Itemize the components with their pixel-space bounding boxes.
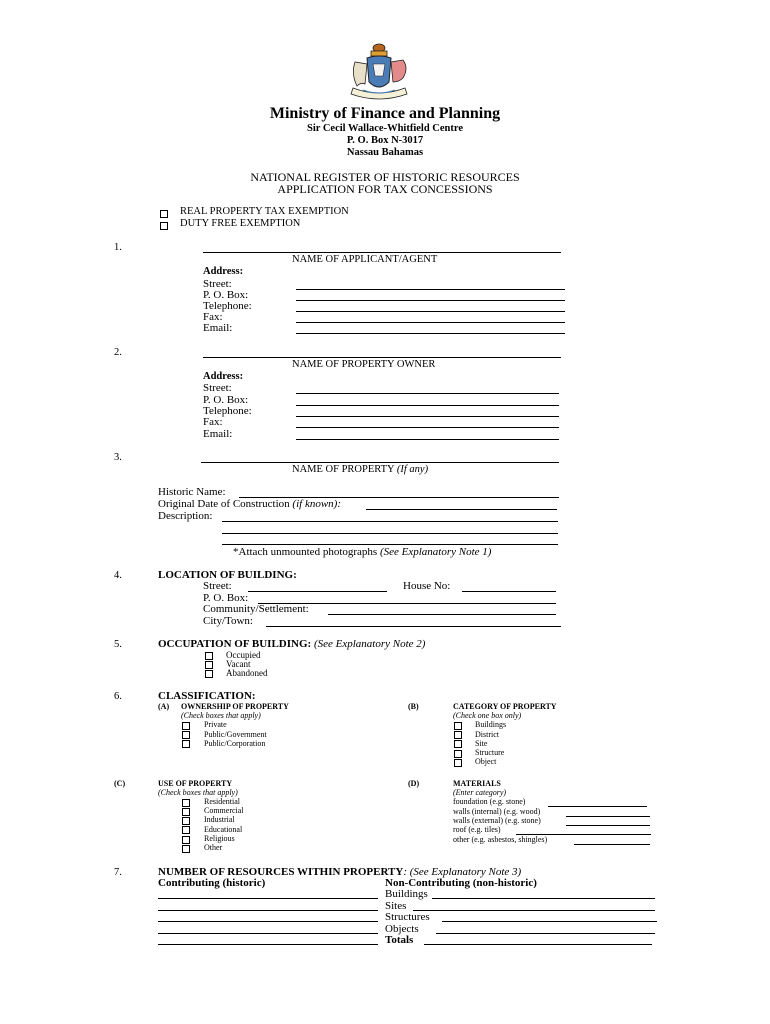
walls-external-field[interactable]	[566, 825, 650, 826]
ministry-address-line-1: Sir Cecil Wallace-Whitfield Centre	[306, 123, 464, 134]
resources-heading-text: NUMBER OF RESOURCES WITHIN PROPERTY	[158, 866, 404, 878]
occupation-heading	[158, 638, 425, 650]
industrial-label: Industrial	[204, 815, 235, 824]
commercial-label: Commercial	[204, 806, 244, 815]
educational-label: Educational	[204, 825, 243, 834]
district-label: District	[475, 730, 499, 739]
description-field-line-3[interactable]	[222, 544, 558, 545]
location-street-field[interactable]	[248, 591, 387, 592]
private-checkbox[interactable]	[182, 722, 190, 730]
non-contributing-sites-label: Sites	[385, 900, 407, 912]
category-note: (Check one box only)	[453, 711, 522, 720]
contributing-sites-field[interactable]	[158, 910, 378, 911]
owner-telephone-field[interactable]	[296, 416, 559, 417]
contributing-totals-field[interactable]	[158, 944, 378, 945]
ministry-title: Ministry of Finance and Planning	[269, 105, 501, 122]
applicant-email-label: Email:	[203, 322, 233, 334]
walls-internal-field[interactable]	[566, 816, 650, 817]
commercial-checkbox[interactable]	[182, 808, 190, 816]
owner-street-label: Street:	[203, 382, 232, 394]
property-name-heading-note: (If any)	[396, 464, 429, 475]
ministry-address-line-3: Nassau Bahamas	[346, 147, 424, 158]
educational-checkbox[interactable]	[182, 826, 190, 834]
section-6-number: 6.	[114, 691, 122, 702]
contributing-buildings-field[interactable]	[158, 898, 378, 899]
occupation-heading-note: (See Explanatory Note 2)	[313, 638, 426, 650]
applicant-fax-field[interactable]	[296, 322, 565, 323]
structure-label: Structure	[475, 748, 505, 757]
occupation-heading-text: OCCUPATION OF BUILDING:	[158, 638, 312, 650]
owner-heading: NAME OF PROPERTY OWNER	[292, 359, 436, 370]
description-field-line-2[interactable]	[222, 533, 558, 534]
materials-title: MATERIALS	[453, 779, 501, 788]
location-pobox-label: P. O. Box:	[203, 592, 249, 604]
foundation-label: foundation (e.g. stone)	[453, 797, 526, 806]
applicant-pobox-field[interactable]	[296, 300, 565, 301]
district-checkbox[interactable]	[454, 731, 462, 739]
private-label: Private	[204, 720, 227, 729]
duty-free-exemption-checkbox[interactable]	[160, 222, 168, 230]
community-field[interactable]	[328, 614, 556, 615]
use-note: (Check boxes that apply)	[158, 788, 238, 797]
public-corporation-label: Public/Corporation	[204, 739, 266, 748]
religious-checkbox[interactable]	[182, 836, 190, 844]
owner-email-label: Email:	[203, 428, 233, 440]
other-material-label: other (e.g. asbestos, shingles)	[453, 835, 548, 844]
non-contributing-structures-label: Structures	[385, 911, 430, 923]
ministry-address-line-2: P. O. Box N-3017	[346, 135, 424, 146]
construction-date-label-note: (if known):	[292, 498, 341, 510]
form-title-line-1: NATIONAL REGISTER OF HISTORIC RESOURCES	[250, 170, 520, 184]
attach-photographs-text: *Attach unmounted photographs	[233, 546, 378, 558]
owner-fax-field[interactable]	[296, 427, 559, 428]
use-title: USE OF PROPERTY	[158, 779, 233, 788]
attach-photographs-ref: (See Explanatory Note 1)	[379, 546, 492, 558]
duty-free-exemption-label: DUTY FREE EXEMPTION	[180, 218, 301, 229]
community-label: Community/Settlement:	[203, 603, 309, 615]
vacant-label: Vacant	[226, 659, 251, 669]
applicant-telephone-label: Telephone:	[203, 300, 252, 312]
public-corporation-checkbox[interactable]	[182, 740, 190, 748]
applicant-street-label: Street:	[203, 278, 232, 290]
non-contributing-totals-field[interactable]	[424, 944, 652, 945]
applicant-email-field[interactable]	[296, 333, 565, 334]
property-name-field[interactable]	[201, 462, 559, 463]
applicant-address-label: Address:	[203, 266, 244, 277]
section-3-number: 3.	[114, 452, 122, 463]
house-no-field[interactable]	[462, 591, 556, 592]
applicant-street-field[interactable]	[296, 289, 565, 290]
contributing-structures-field[interactable]	[158, 921, 378, 922]
location-street-label: Street:	[203, 580, 232, 592]
ownership-title: OWNERSHIP OF PROPERTY	[181, 702, 289, 711]
materials-label: (D)	[408, 779, 420, 788]
buildings-label: Buildings	[475, 720, 507, 729]
religious-label: Religious	[204, 834, 235, 843]
roof-label: roof (e.g. tiles)	[453, 825, 501, 834]
non-contributing-heading: Non-Contributing (non-historic)	[385, 877, 537, 889]
city-town-label: City/Town:	[203, 615, 253, 627]
owner-address-label: Address:	[203, 371, 244, 382]
owner-pobox-field[interactable]	[296, 405, 559, 406]
location-heading: LOCATION OF BUILDING:	[158, 569, 297, 581]
other-use-label: Other	[204, 843, 223, 852]
non-contributing-buildings-label: Buildings	[385, 888, 428, 900]
category-label: (B)	[408, 702, 419, 711]
foundation-field[interactable]	[548, 806, 647, 807]
section-2-number: 2.	[114, 347, 122, 358]
real-property-tax-exemption-checkbox[interactable]	[160, 210, 168, 218]
owner-fax-label: Fax:	[203, 416, 223, 428]
walls-external-label: walls (external) (e.g. stone)	[453, 816, 541, 825]
abandoned-checkbox[interactable]	[205, 670, 213, 678]
classification-heading: CLASSIFICATION:	[158, 690, 256, 702]
residential-checkbox[interactable]	[182, 799, 190, 807]
owner-street-field[interactable]	[296, 393, 559, 394]
construction-date-field[interactable]	[366, 509, 557, 510]
non-contributing-objects-label: Objects	[385, 923, 419, 935]
occupied-checkbox[interactable]	[205, 652, 213, 660]
buildings-checkbox[interactable]	[454, 722, 462, 730]
industrial-checkbox[interactable]	[182, 817, 190, 825]
section-5-number: 5.	[114, 639, 122, 650]
owner-email-field[interactable]	[296, 439, 559, 440]
non-contributing-objects-field[interactable]	[436, 933, 655, 934]
owner-telephone-label: Telephone:	[203, 405, 252, 417]
walls-internal-label: walls (internal) (e.g. wood)	[453, 807, 541, 816]
owner-name-field[interactable]	[203, 357, 561, 358]
attach-photographs-note	[233, 546, 491, 558]
vacant-checkbox[interactable]	[205, 661, 213, 669]
form-title-line-2: APPLICATION FOR TAX CONCESSIONS	[277, 182, 493, 196]
ownership-note: (Check boxes that apply)	[181, 711, 261, 720]
non-contributing-totals-label: Totals	[385, 934, 414, 946]
historic-name-label: Historic Name:	[158, 486, 226, 498]
category-title: CATEGORY OF PROPERTY	[453, 702, 557, 711]
ownership-label: (A)	[158, 702, 170, 711]
applicant-name-field[interactable]	[203, 252, 561, 253]
coat-of-arms-emblem	[343, 42, 415, 106]
construction-date-label	[158, 498, 341, 510]
abandoned-label: Abandoned	[226, 668, 268, 678]
other-use-checkbox[interactable]	[182, 845, 190, 853]
structure-checkbox[interactable]	[454, 750, 462, 758]
contributing-heading: Contributing (historic)	[158, 877, 266, 889]
residential-label: Residential	[204, 797, 240, 806]
site-checkbox[interactable]	[454, 740, 462, 748]
site-label: Site	[475, 739, 488, 748]
non-contributing-structures-field[interactable]	[442, 921, 657, 922]
section-4-number: 4.	[114, 570, 122, 581]
house-no-label: House No:	[403, 580, 451, 592]
applicant-telephone-field[interactable]	[296, 311, 565, 312]
public-government-checkbox[interactable]	[182, 731, 190, 739]
resources-heading-note: : (See Explanatory Note 3)	[403, 866, 522, 878]
description-field-line-1[interactable]	[222, 521, 558, 522]
applicant-pobox-label: P. O. Box:	[203, 289, 249, 301]
materials-note: (Enter category)	[453, 788, 507, 797]
property-name-heading-text: NAME OF PROPERTY	[292, 464, 395, 475]
occupied-label: Occupied	[226, 650, 261, 660]
contributing-objects-field[interactable]	[158, 933, 378, 934]
use-label: (C)	[114, 779, 126, 788]
non-contributing-sites-field[interactable]	[413, 910, 655, 911]
property-name-heading	[292, 464, 428, 475]
non-contributing-buildings-field[interactable]	[432, 898, 655, 899]
applicant-fax-label: Fax:	[203, 311, 223, 323]
construction-date-label-text: Original Date of Construction	[158, 498, 290, 510]
section-1-number: 1.	[114, 242, 122, 253]
city-town-field[interactable]	[266, 626, 561, 627]
owner-pobox-label: P. O. Box:	[203, 394, 249, 406]
object-checkbox[interactable]	[454, 759, 462, 767]
section-7-number: 7.	[114, 867, 122, 878]
real-property-tax-exemption-label: REAL PROPERTY TAX EXEMPTION	[180, 206, 349, 217]
other-material-field[interactable]	[574, 844, 650, 845]
description-label: Description:	[158, 510, 213, 522]
public-government-label: Public/Government	[204, 730, 267, 739]
applicant-heading: NAME OF APPLICANT/AGENT	[292, 254, 438, 265]
object-label: Object	[475, 757, 497, 766]
